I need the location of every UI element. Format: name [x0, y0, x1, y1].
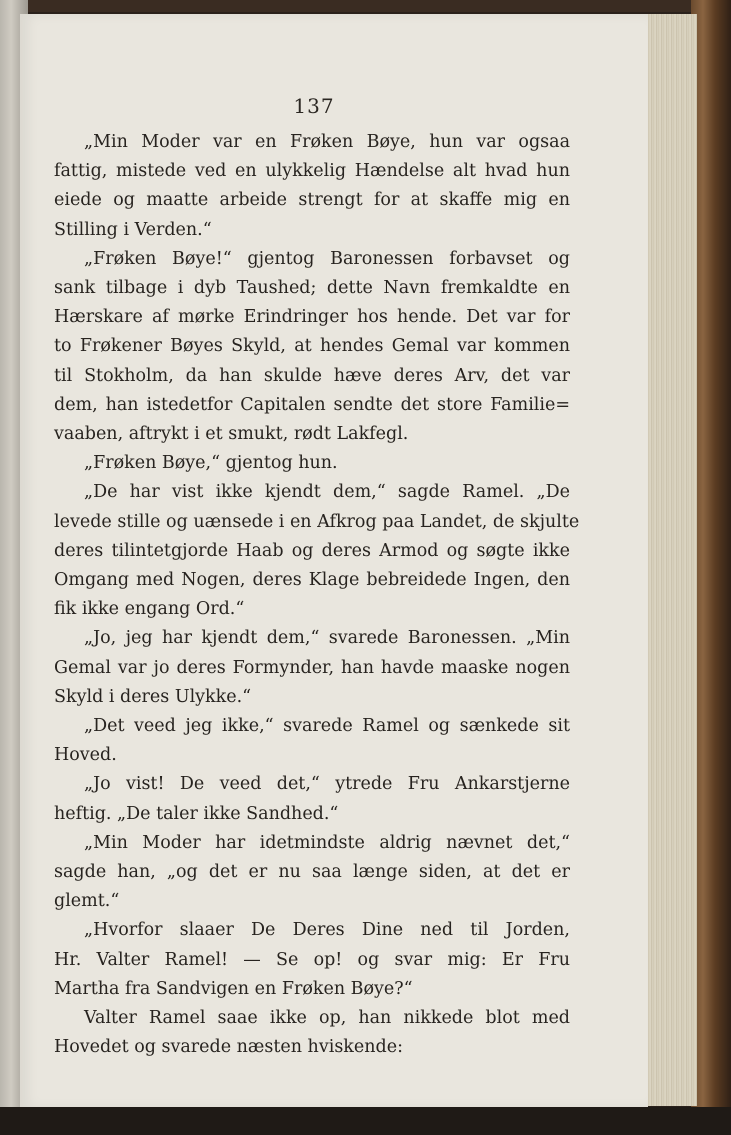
text-line: Skyld i deres Ulykke.“ [54, 686, 252, 707]
text-line: glemt.“ [54, 891, 120, 912]
text-line: „Hvorfor slaaer De Deres Dine ned til Jorden, [84, 920, 570, 941]
text-line: fik ikke engang Ord.“ [54, 599, 245, 620]
text-line: „Det veed jeg ikke,“ svarede Ramel og sænkede sit [84, 716, 570, 737]
text-line: Hoved. [54, 745, 117, 766]
text-line: Gemal var jo deres Formynder, han havde maaske nogen [54, 657, 570, 678]
text-line: „Jo vist! De veed det,“ ytrede Fru Ankarstjerne [84, 774, 570, 795]
text-line: „Min Moder har idetmindste aldrig nævnet det,“ [84, 832, 570, 853]
text-line: to Frøkener Bøyes Skyld, at hendes Gemal var kommen [54, 336, 570, 357]
book-top-edge [0, 0, 731, 12]
text-line: Hovedet og svarede næsten hviskende: [54, 1037, 403, 1058]
text-line: „Frøken Bøye!“ gjentog Baronessen forbavset og [84, 248, 570, 269]
text-line: „Min Moder var en Frøken Bøye, hun var ogsaa [84, 132, 570, 152]
text-line: Stilling i Verden.“ [54, 219, 212, 240]
text-line: dem, han istedetfor Capitalen sendte det store Familie= [54, 394, 570, 415]
page-text [54, 128, 580, 1063]
text-line: Hr. Valter Ramel! — Se op! og svar mig: Er Fru [54, 949, 570, 970]
text-line: „Jo, jeg har kjendt dem,“ svarede Baronessen. „Min [84, 628, 570, 649]
text-line: Hærskare af mørke Erindringer hos hende. Det var for [54, 307, 570, 328]
text-line: deres tilintetgjorde Haab og deres Armod og søgte ikke [54, 540, 570, 561]
text-line: til Stokholm, da han skulde hæve deres Arv, det var [54, 365, 570, 386]
text-line: heftig. „De taler ikke Sandhed.“ [54, 803, 339, 824]
text-line: Martha fra Sandvigen en Frøken Bøye?“ [54, 978, 413, 999]
book-bottom-edge [0, 1107, 731, 1135]
text-line: sagde han, „og det er nu saa længe siden, at det er [54, 862, 570, 883]
text-line: Valter Ramel saae ikke op, han nikkede blot med [84, 1008, 570, 1029]
text-line: vaaben, aftrykt i et smukt, rødt Lakfegl. [54, 424, 409, 445]
text-line: sank tilbage i dyb Taushed; dette Navn fremkaldte en [54, 278, 570, 299]
text-line: eiede og maatte arbeide strengt for at skaffe mig en [54, 190, 570, 211]
book-cover-edge [691, 0, 731, 1135]
text-line: „Frøken Bøye,“ gjentog hun. [84, 453, 338, 474]
text-line: fattig, mistede ved en ulykkelig Hændelse alt hvad hun [54, 161, 570, 182]
text-line: levede stille og uænsede i en Afkrog paa Landet, de skjulte [54, 511, 580, 532]
text-line: „De har vist ikke kjendt dem,“ sagde Ramel. „De [84, 482, 570, 503]
text-line: Omgang med Nogen, deres Klage bebreidede Ingen, den [54, 570, 570, 591]
book-page [20, 14, 648, 1108]
page-stack-edges [646, 14, 697, 1106]
page-number: 137 [293, 94, 335, 118]
